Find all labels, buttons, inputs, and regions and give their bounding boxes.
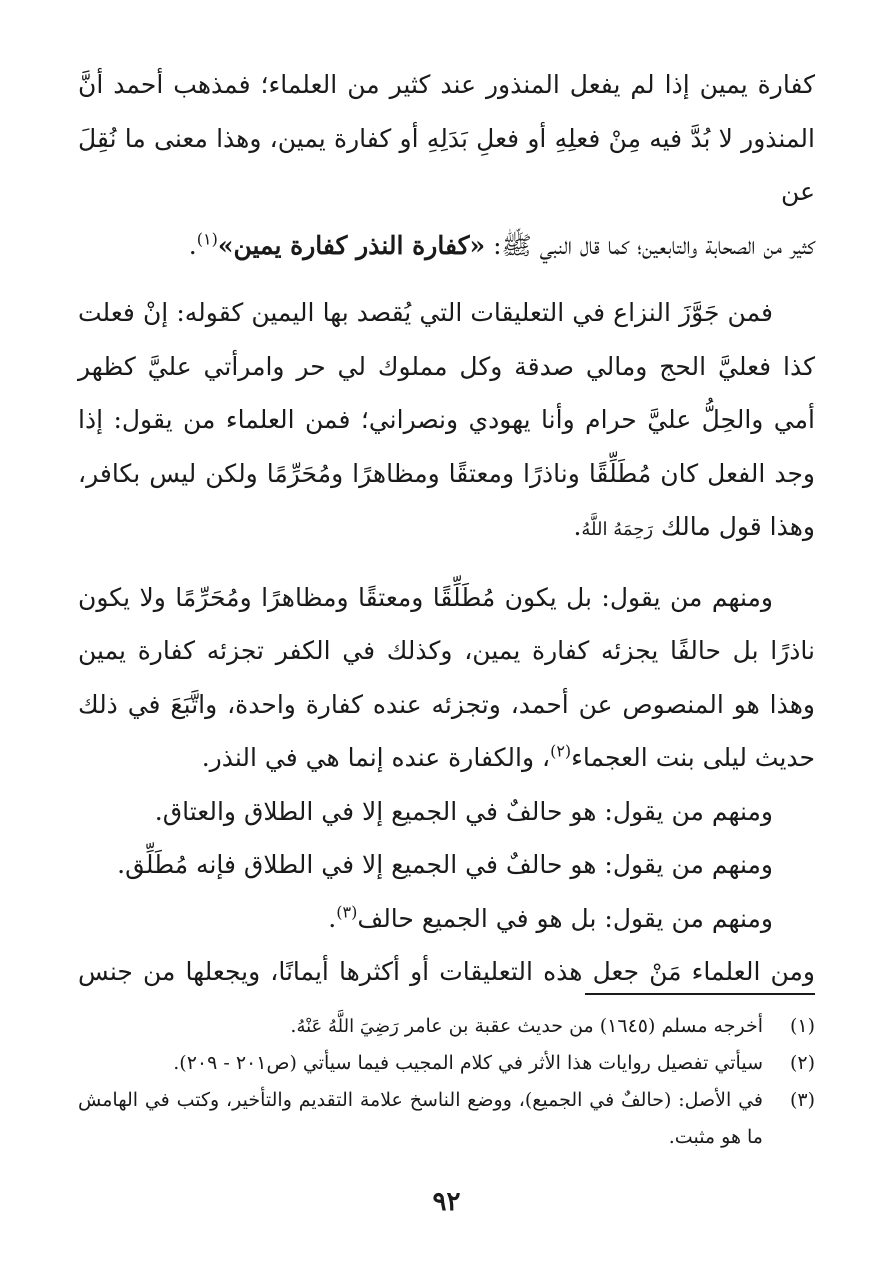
paragraph-3-text: ومنهم من يقول: بل يكون مُطَلِّقًا ومعتقًا ومظاهرًا ومُحَرِّمًا ولا يكون ناذرًا بل حالفًا يجزئه كفارة يمين، وكذلك في الكفر تجزئه كفارة يمين وهذا هو المنصوص عن أحمد، وتجزئه عنده كفارة واحدة، واتَّبَعَ في ذلك [78,582,815,719]
footnote-3 [78,1082,815,1156]
footnote-number: (٣) [789,1089,815,1111]
footnote-text: في الأصل: (حالفٌ في الجميع)، ووضع الناسخ علامة التقديم والتأخير، وكتب في الهامش ما هو مثبت. [78,1089,763,1148]
paragraph-6-end: . [328,903,337,933]
footnote-ref-3[interactable]: (٣) [336,902,358,922]
paragraph-2 [78,286,815,557]
hadith-quote: «كفارة النذر كفارة يمين» [217,230,486,260]
paragraph-4: ومنهم من يقول: هو حالفٌ في الجميع إلا في الطلاق والعتاق. [154,796,773,826]
paragraph-1-line-1: كفارة يمين إذا لم يفعل المنذور عند كثير من العلماء؛ فمذهب أحمد أنَّ [78,70,815,99]
footnote-ref-1[interactable]: (١) [196,229,218,249]
paragraph-3 [78,571,815,785]
paragraph-2-last: قول مالك [661,512,762,541]
footnotes [78,1008,815,1156]
paragraph-2-text: فمن جَوَّزَ النزاع في التعليقات التي يُقصد بها اليمين كقوله: إنْ فعلت كذا فعليَّ الحج ومالي صدقة وكل مملوك لي حر وامرأتي عليَّ كظهر أمي والحِلُّ عليَّ حرام وأنا يهودي ونصراني؛ فمن العلماء من يقول: إذا وجد الفعل كان مُطَلِّقًا وناذرًا ومعتقًا ومظاهرًا ومُحَرِّمًا ولكن ليس بكافر، وهذا [78,298,815,541]
footnote-number: (١) [789,1015,815,1037]
paragraph-3-last: حديث ليلى بنت العجماء [571,743,815,772]
page-body [78,58,815,999]
paragraph-7: ومن العلماء مَنْ جعل هذه التعليقات أو أكثرها أيمانًا، ويجعلها من جنس [78,957,815,986]
footnote-2 [78,1045,815,1082]
paragraph-3-end: ، والكفارة عنده إنما هي في النذر. [201,743,551,772]
footnote-text [78,1008,763,1045]
footnote-text: سيأتي تفصيل روايات هذا الأثر في كلام المجيب فيما سيأتي (ص٢٠١ - ٢٠٩). [173,1052,763,1074]
footnote-honorific: رَضِيَ اللَّهُ عَنْهُ [296,1016,399,1037]
footnote-number: (٢) [789,1052,815,1074]
paragraph-6-text: ومنهم من يقول: بل هو في الجميع حالف [357,903,773,933]
paragraph-2-end: . [573,512,582,541]
honorific-mark: رَحِمَهُ اللَّهُ [581,519,654,540]
footnote-ref-2[interactable]: (٢) [550,741,572,761]
paragraph-5: ومنهم من يقول: هو حالفٌ في الجميع إلا في الطلاق فإنه مُطَلِّق. [117,850,773,879]
paragraph-1-line-2: المنذور لا بُدَّ فيه مِنْ فعلِهِ أو فعلِ بَدَلِهِ أو كفارة يمين، وهذا معنى ما نُقِلَ عن [78,123,815,206]
paragraph-6 [78,892,815,946]
page-number: ٩٢ [432,1187,461,1217]
footnote-1-text: أخرجه مسلم (١٦٤٥) من حديث عقبة بن عامر [404,1015,763,1037]
footnote-separator [585,993,815,995]
paragraph-1-end: . [188,230,197,260]
paragraph-1-text: كثير من الصحابة والتابعين؛ كما قال النبي ﷺ: [485,230,815,260]
paragraph-1-line-3 [78,219,815,273]
footnote-1-end: . [290,1015,297,1037]
footnote-1 [78,1008,815,1045]
main-text [78,58,815,999]
